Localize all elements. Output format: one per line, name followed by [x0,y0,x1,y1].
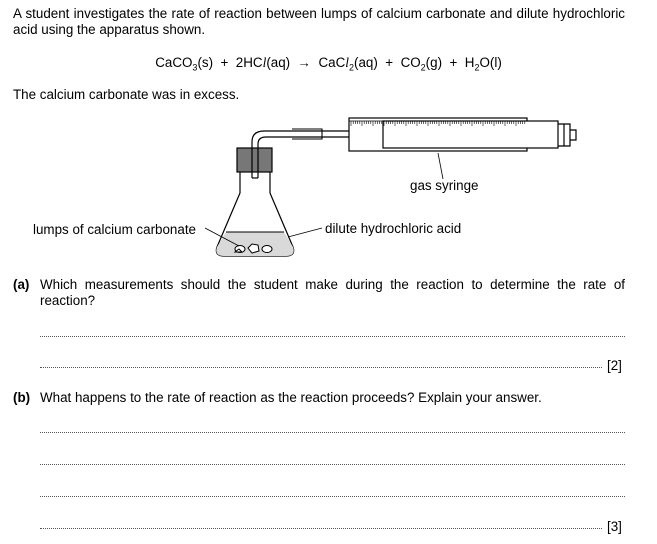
answer-line-b4[interactable] [40,528,602,529]
marks-b: [3] [607,519,622,534]
label-lumps: lumps of calcium carbonate [33,222,196,237]
plus-sign: + [385,55,394,70]
product-calcium-chloride: CaCl$_2$(aq) [318,55,378,73]
plus-sign: + [220,55,229,70]
marks-a: [2] [607,358,622,373]
acid-leader [288,228,322,237]
answer-line-a1[interactable] [40,336,625,337]
reaction-arrow: → [297,55,311,70]
calcium-carbonate-lumps [235,244,272,253]
label-gas-syringe: gas syringe [410,178,479,193]
reactant-calcium-carbonate: CaCO$_3$(s) [155,55,214,73]
answer-line-b3[interactable] [40,496,625,497]
syringe-leader [438,153,443,179]
question-b-text: What happens to the rate of reaction as the reaction proceeds? Explain your answer. [40,390,542,405]
plus-sign: + [449,55,458,70]
answer-line-b1[interactable] [40,432,625,433]
product-water: $H_2O(l)$ [464,55,502,73]
rubber-bung [237,148,272,172]
syringe-plunger [383,121,558,148]
answer-line-b2[interactable] [40,464,625,465]
question-a-letter: (a) [13,277,30,292]
question-b-letter: (b) [13,390,31,405]
question-a-text: Which measurements should the student make during the reaction to determine the rate of reaction? [40,277,625,308]
product-carbon-dioxide: $CO_2(g)$ [400,55,443,73]
excess-statement: The calcium carbonate was in excess. [13,87,240,102]
label-acid: dilute hydrochloric acid [325,221,462,236]
answer-line-a2[interactable] [40,367,602,368]
reactant-hydrochloric-acid: 2HCl(aq) [235,55,291,70]
plunger-handle [558,124,576,146]
intro-text: A student investigates the rate of reaction between lumps of calcium carbonate and dilute hydrochloric acid using the apparatus shown. [13,6,625,37]
